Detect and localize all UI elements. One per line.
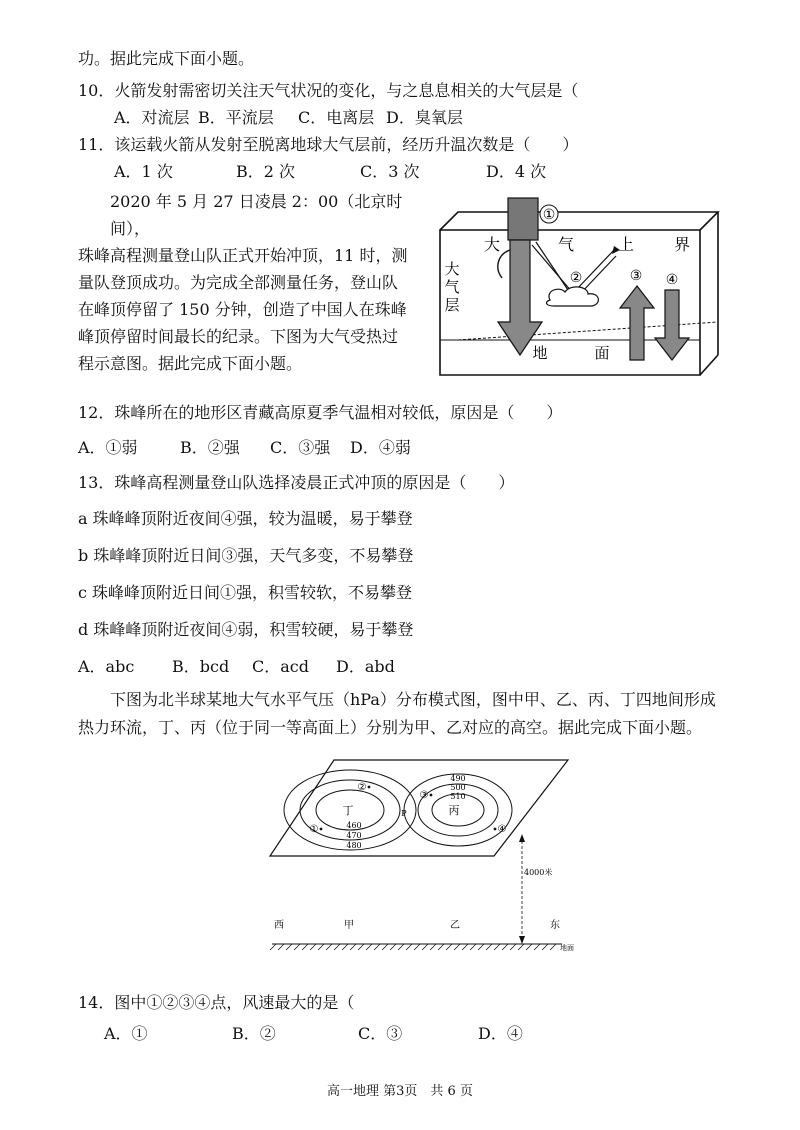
ground-place-yi: 乙 <box>450 920 460 931</box>
intro-tail: 功。据此完成下面小题。 <box>78 49 255 68</box>
q13-stem: 13．珠峰高程测量登山队选择凌晨正式冲顶的原因是（ ） <box>78 473 515 492</box>
atmospheric-counter-radiation-arrow <box>655 290 689 360</box>
q11-option-a: A．1 次 <box>114 162 173 181</box>
left-isobar-460: 460 <box>346 821 362 830</box>
side-label-3: 层 <box>444 296 460 314</box>
right-isobar-500: 500 <box>450 783 466 792</box>
p-label: P <box>401 809 407 818</box>
passage1-line-6: 程示意图。据此完成下面小题。 <box>78 354 303 373</box>
solar-radiation-arrow <box>498 240 542 355</box>
passage1-line-3: 量队登顶成功。为完成全部测量任务，登山队 <box>78 273 399 292</box>
cloud-icon <box>547 287 599 306</box>
passage1-line-5: 峰顶停留时间最长的纪录。下图为大气受热过 <box>78 327 399 346</box>
q13-statement-d: d 珠峰峰顶附近夜间④弱，积雪较硬，易于攀登 <box>78 620 414 639</box>
q14-option-a: A．① <box>104 1024 148 1043</box>
ground-place-east: 东 <box>550 920 560 931</box>
ground-place-jia: 甲 <box>344 920 354 931</box>
left-isobar-470: 470 <box>346 831 362 840</box>
point-2: ② <box>357 782 367 793</box>
point-4: ④ <box>497 824 507 835</box>
marker-3: ③ <box>629 268 643 284</box>
q14-stem: 14．图中①②③④点，风速最大的是（ <box>78 993 355 1012</box>
ground-label-2: 面 <box>594 344 610 362</box>
right-isobar-490: 490 <box>450 774 466 783</box>
left-center-label: 丁 <box>342 804 354 817</box>
ground-place-west: 西 <box>274 920 284 931</box>
passage1-line-4: 在峰顶停留了 150 分钟，创造了中国人在珠峰 <box>78 300 407 319</box>
point-3: ③ <box>419 790 429 801</box>
q13-statement-c: c 珠峰峰顶附近日间①强，积雪较软，不易攀登 <box>78 583 413 602</box>
q13-option-b: B．bcd <box>172 657 230 676</box>
q12-option-b: B．②强 <box>180 438 240 457</box>
q14-option-d: D．④ <box>478 1024 523 1043</box>
right-center-label: 丙 <box>448 804 460 817</box>
q11-option-b: B．2 次 <box>236 162 296 181</box>
q12-option-d: D．④弱 <box>350 438 411 457</box>
q11-stem: 11．该运载火箭从发射至脱离地球大气层前，经历升温次数是（ ） <box>78 135 579 154</box>
side-label-1: 大 <box>444 260 460 278</box>
pressure-distribution-diagram <box>262 758 588 958</box>
q10-stem: 10．火箭发射需密切关注天气状况的变化，与之息息相关的大气层是（ <box>78 81 579 100</box>
top-label-2: 气 <box>557 235 575 254</box>
passage1 <box>78 188 438 377</box>
top-label-4: 界 <box>673 235 691 254</box>
marker-1: ① <box>542 207 556 223</box>
passage1-line-2: 珠峰高程测量登山队正式开始冲顶，11 时，测 <box>78 246 408 265</box>
top-label-3: 上 <box>617 235 635 254</box>
q13-statement-a: a 珠峰峰顶附近夜间④强，较为温暖，易于攀登 <box>78 509 413 528</box>
passage2: 下图为北半球某地大气水平气压（hPa）分布模式图，图中甲、乙、丙、丁四地间形成热力环流，丁、丙（位于同一等高面上）分别为甲、乙对应的高空。据此完成下面小题。 <box>78 690 716 737</box>
marker-2: ② <box>569 270 583 286</box>
q12-stem: 12．珠峰所在的地形区青藏高原夏季气温相对较低，原因是（ ） <box>78 403 563 422</box>
top-label-1: 大 <box>483 235 501 254</box>
q13-option-a: A．abc <box>78 657 135 676</box>
page-footer: 高一地理 第3页 共 6 页 <box>327 1084 473 1099</box>
ground-label-1: 地 <box>532 344 548 362</box>
q11-option-d: D．4 次 <box>486 162 547 181</box>
q10-option-b: B．平流层 <box>198 108 274 127</box>
ground-label: 地面 <box>560 944 574 952</box>
q10-option-a: A．对流层 <box>114 108 190 127</box>
height-label: 4000米 <box>524 868 553 877</box>
solar-radiation-block <box>508 198 538 240</box>
q10-option-c: C．电离层 <box>298 108 375 127</box>
right-isobar-510: 510 <box>450 792 466 801</box>
q11-option-c: C．3 次 <box>360 162 420 181</box>
ground-radiation-arrow <box>620 286 654 360</box>
q12-option-c: C．③强 <box>270 438 331 457</box>
q12-option-a: A．①弱 <box>78 438 138 457</box>
q13-statement-b: b 珠峰峰顶附近日间③强，天气多变，不易攀登 <box>78 546 414 565</box>
point-1: ① <box>309 824 319 835</box>
q10-option-d: D．臭氧层 <box>386 108 463 127</box>
marker-4: ④ <box>665 272 679 288</box>
q14-option-b: B．② <box>232 1024 276 1043</box>
side-label-2: 气 <box>444 278 460 296</box>
q14-option-c: C．③ <box>358 1024 403 1043</box>
left-isobar-480: 480 <box>346 841 362 850</box>
atmosphere-heating-diagram <box>430 190 730 385</box>
q13-option-c: C．acd <box>252 657 309 676</box>
passage1-line-1: 2020 年 5 月 27 日凌晨 2：00（北京时间）， <box>110 192 403 238</box>
q13-option-d: D．abd <box>336 657 395 676</box>
